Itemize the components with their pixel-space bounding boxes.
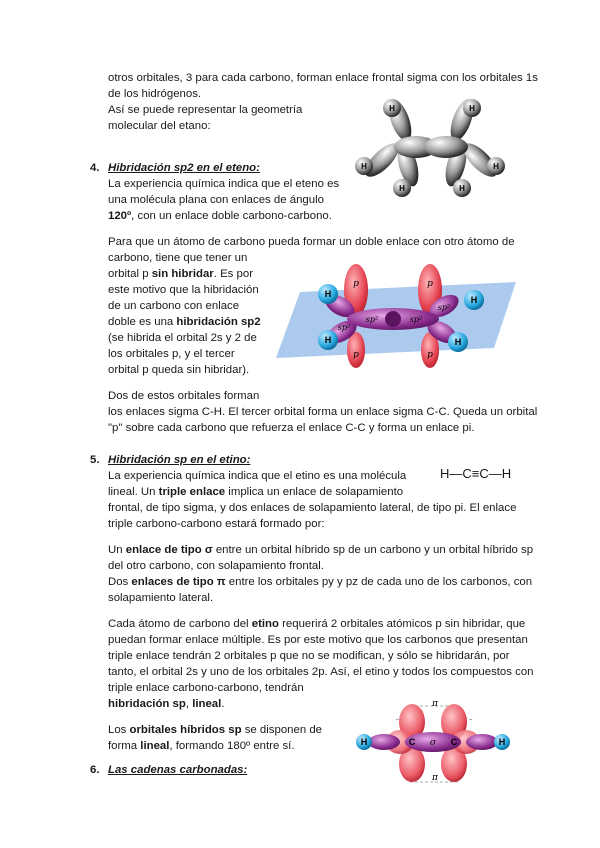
section-title: Hibridación sp en el etino: (108, 454, 251, 466)
sec4-text: carbono, tiene que tener un (108, 252, 248, 264)
bold-text: lineal (140, 740, 170, 752)
ethene-h-label: H (470, 295, 478, 305)
p-orbital-label: p (353, 350, 359, 360)
text: requerirá 2 orbitales atómicos p sin hibridar, que (278, 618, 526, 630)
p-orbital-label: p (427, 350, 433, 360)
sec4-text: "p" sobre cada carbono que refuerza el enlace C-C y forma un enlace pi. (108, 422, 475, 434)
bold-text: etino (251, 618, 279, 630)
ethyne-sp-orbital-figure (350, 698, 518, 790)
ethane-h-label: H (469, 104, 475, 113)
sec5-text: triple enlace tendrán 2 orbitales p que no se modifican, y sólo se hibridarán, por (108, 650, 510, 662)
sec5-text: del otro carbono, con solapamiento frontal. (108, 560, 324, 572)
bold-text: lineal (192, 698, 222, 710)
text: implica un enlace de solapamiento (225, 486, 404, 498)
sec5-text: puedan formar enlace múltiple. Es por este motivo que los carbonos que presentan (108, 634, 528, 646)
bold-text: triple enlace (158, 486, 226, 498)
sec4-text: La experiencia química indica que el eteno es (108, 178, 340, 190)
text: entre los orbitales py y pz de cada uno de los carbonos, con (225, 576, 533, 588)
sec4-text (108, 208, 332, 224)
sec4-text: orbital p queda sin hibridar). (108, 364, 250, 376)
section-title: Las cadenas carbonadas: (108, 764, 248, 776)
sp2-orbital-label: sp² (365, 315, 379, 324)
sec5-text (108, 696, 224, 712)
sec5-text: triple enlace carbono-carbono, tendrán (108, 682, 304, 694)
section-title: Hibridación sp2 en el eteno: (108, 162, 260, 174)
intro-line-4: molecular del etano: (108, 120, 211, 132)
ethane-molecule-figure (350, 90, 510, 202)
ethane-h-label: H (493, 162, 499, 171)
text: , (185, 698, 193, 710)
text: Cada átomo de carbono del (108, 618, 252, 630)
p-orbital-label: p (427, 279, 433, 289)
sp2-orbital-label: sp² (409, 315, 423, 324)
bold-text: enlace de tipo σ (125, 544, 213, 556)
sec5-text (108, 484, 403, 500)
sec4-text: los orbitales p, y el tercer (108, 348, 235, 360)
sec5-text (108, 574, 532, 590)
sec5-text (108, 542, 533, 558)
ethene-sp2-orbital-figure (272, 262, 522, 382)
sec4-text (108, 266, 253, 282)
ethyne-h-label: H (498, 737, 506, 747)
pi-bond-label: π (432, 699, 438, 709)
section-6-heading (90, 762, 247, 778)
section-number: 6. (90, 764, 100, 776)
intro-line-3: Así se puede representar la geometría (108, 104, 303, 116)
ethene-h-label: H (324, 289, 332, 299)
text: lineal. Un (108, 486, 159, 498)
sec4-text: Para que un átomo de carbono pueda formar un doble enlace con otro átomo de (108, 236, 515, 248)
pi-bond-label: π (432, 773, 438, 783)
sec4-text: los enlaces sigma C-H. El tercer orbital forma un enlace sigma C-C. Queda un orbital (108, 406, 538, 418)
ethyne-c-label: C (450, 737, 458, 747)
bold-text: sin hibridar (151, 268, 214, 280)
sec5-text (108, 722, 322, 738)
sec4-text: (se hibrida el orbital 2s y 2 de (108, 332, 257, 344)
sec5-text: frontal, de tipo sigma, y dos enlaces de solapamiento lateral, de tipo pi. El enlace (108, 502, 517, 514)
text: Dos (108, 576, 132, 588)
sec5-text: triple carbono-carbono estará formado por: (108, 518, 325, 530)
sec5-text: solapamiento lateral. (108, 592, 214, 604)
sec5-text: La experiencia química indica que el etino es una molécula (108, 470, 407, 482)
sec5-text (108, 738, 295, 754)
section-4-heading (90, 160, 260, 176)
section-number: 4. (90, 162, 100, 174)
sec4-text: de un carbono con enlace (108, 300, 240, 312)
text: entre un orbital híbrido sp de un carbono y un orbital híbrido sp (212, 544, 534, 556)
sp2-orbital-label: sp² (437, 303, 451, 312)
text: forma (108, 740, 141, 752)
intro-line-1: otros orbitales, 3 para cada carbono, forman enlace frontal sigma con los orbitales 1s (108, 72, 538, 84)
sec5-text: tanto, el orbital 2s y uno de los orbitales 2p. Así, el etino y todos los compuestos con (108, 666, 534, 678)
section-5-heading (90, 452, 250, 468)
sec5-text (108, 616, 525, 632)
sigma-bond-label: σ (429, 738, 437, 748)
text: . Es por (213, 268, 253, 280)
ethane-h-label: H (399, 184, 405, 193)
text: , con un enlace doble carbono-carbono. (131, 210, 332, 222)
text: Un (108, 544, 126, 556)
ethene-h-label: H (324, 335, 332, 345)
text: orbital p (108, 268, 152, 280)
bold-text: orbitales híbridos sp (129, 724, 242, 736)
text: , formando 180º entre sí. (169, 740, 295, 752)
ethane-h-label: H (459, 184, 465, 193)
sec4-text: Dos de estos orbitales forman (108, 390, 260, 402)
bold-text: 120º (108, 210, 132, 222)
ethane-h-label: H (389, 104, 395, 113)
sec4-text: una molécula plana con enlaces de ángulo (108, 194, 324, 206)
ethyne-c-label: C (408, 737, 416, 747)
bold-text: hibridación sp2 (176, 316, 261, 328)
ethyne-h-label: H (360, 737, 368, 747)
ethane-h-label: H (361, 162, 367, 171)
ethene-h-label: H (454, 337, 462, 347)
ethyne-formula: H—C≡C—H (440, 466, 512, 481)
text: doble es una (108, 316, 177, 328)
text: . (221, 698, 225, 710)
p-orbital-label: p (353, 279, 359, 289)
section-number: 5. (90, 454, 100, 466)
bold-text: hibridación sp (108, 698, 186, 710)
text: se disponen de (241, 724, 322, 736)
sec4-text (108, 314, 261, 330)
sec4-text: este motivo que la hibridación (108, 284, 259, 296)
intro-line-2: de los hidrógenos. (108, 88, 202, 100)
text: Los (108, 724, 130, 736)
sp2-orbital-label: sp² (337, 323, 351, 332)
bold-text: enlaces de tipo π (131, 576, 226, 588)
